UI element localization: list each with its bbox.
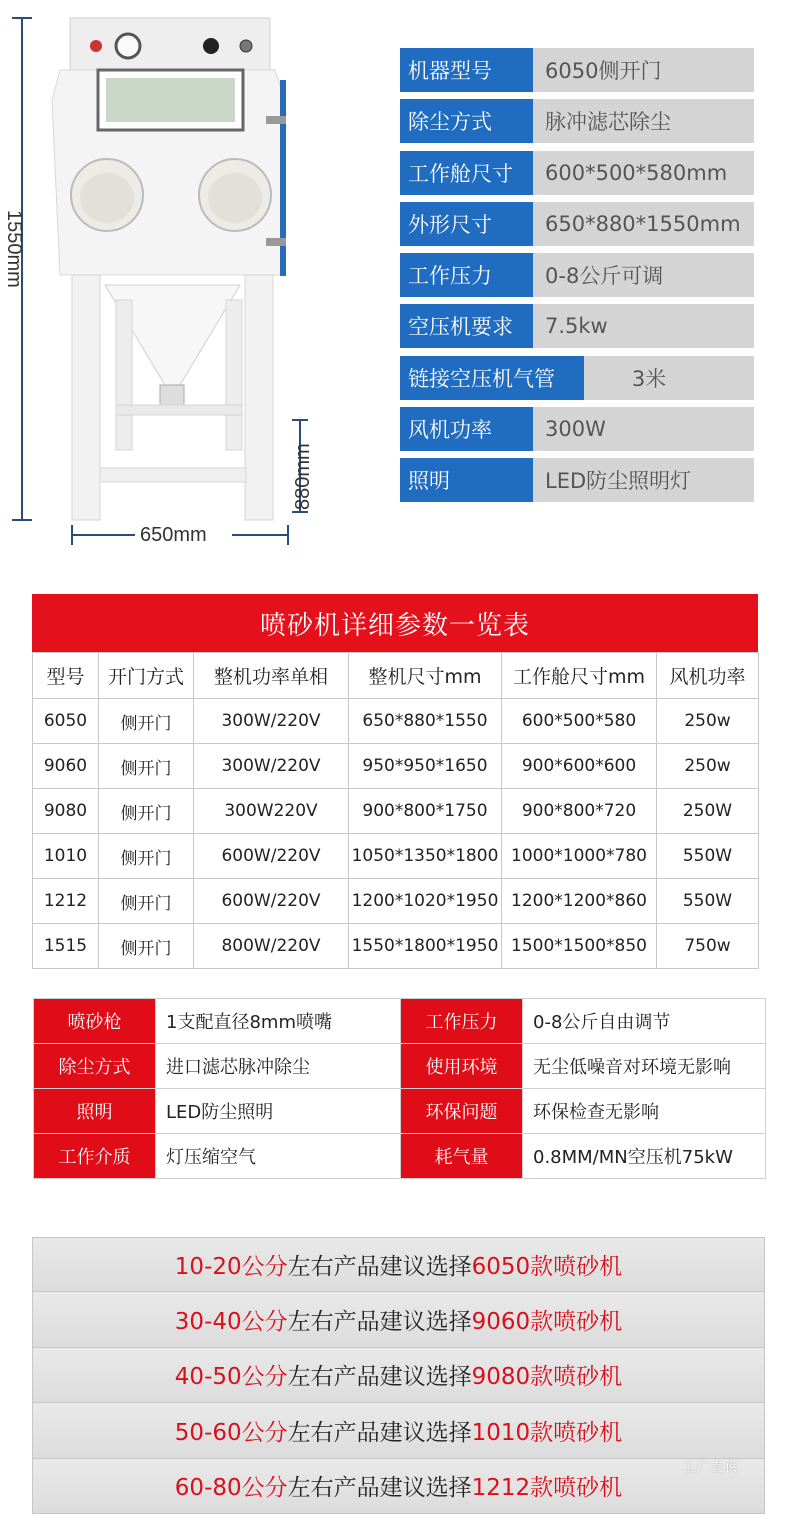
cell-chamber-size: 900*800*720 bbox=[502, 789, 657, 834]
cell-fan-power: 250W bbox=[657, 789, 759, 834]
door-latch-bottom bbox=[266, 238, 286, 246]
feature-value: 环保检查无影响 bbox=[523, 1089, 766, 1134]
feature-value: 0.8MM/MN空压机75kW bbox=[523, 1134, 766, 1179]
cell-overall-size: 900*800*1750 bbox=[349, 789, 502, 834]
reco-middle-text: 左右产品建议选择 bbox=[287, 1475, 472, 1502]
spec-value: LED防尘照明灯 bbox=[545, 469, 692, 494]
spec-value: 脉冲滤芯除尘 bbox=[545, 110, 671, 135]
spec-row-compressor bbox=[400, 304, 754, 348]
feature-key: 工作压力 bbox=[401, 999, 523, 1044]
spec-key: 工作舱尺寸 bbox=[400, 151, 533, 195]
feature-row bbox=[34, 999, 766, 1044]
reco-size-range: 40-50公分 bbox=[174, 1364, 288, 1391]
feature-key: 耗气量 bbox=[401, 1134, 523, 1179]
feature-row bbox=[34, 1134, 766, 1179]
spec-key: 空压机要求 bbox=[400, 304, 533, 348]
table-row bbox=[33, 834, 759, 879]
machine-illustration bbox=[0, 0, 380, 560]
feature-value: LED防尘照明 bbox=[156, 1089, 401, 1134]
cell-power: 600W/220V bbox=[194, 834, 349, 879]
header-overall-size: 整机尺寸mm bbox=[349, 653, 502, 699]
leg-height-label: 880mm bbox=[292, 443, 314, 510]
param-table bbox=[32, 652, 759, 969]
table-row bbox=[33, 789, 759, 834]
reco-model: 1010款喷砂机 bbox=[471, 1419, 623, 1446]
spec-key: 风机功率 bbox=[400, 407, 533, 451]
cell-power: 600W/220V bbox=[194, 879, 349, 924]
reco-middle-text: 左右产品建议选择 bbox=[287, 1419, 472, 1446]
cell-door-type: 侧开门 bbox=[99, 699, 194, 744]
cell-power: 300W/220V bbox=[194, 699, 349, 744]
reco-model: 9080款喷砂机 bbox=[471, 1364, 623, 1391]
power-indicator-icon bbox=[90, 40, 102, 52]
reco-size-range: 30-40公分 bbox=[174, 1309, 288, 1336]
cell-overall-size: 1550*1800*1950 bbox=[349, 924, 502, 969]
header-door-type: 开门方式 bbox=[99, 653, 194, 699]
cell-door-type: 侧开门 bbox=[99, 834, 194, 879]
leg-front-left bbox=[72, 275, 100, 520]
feature-grid bbox=[33, 998, 766, 1179]
cell-door-type: 侧开门 bbox=[99, 924, 194, 969]
feature-value: 1支配直径8mm喷嘴 bbox=[156, 999, 401, 1044]
switch-knob-icon bbox=[203, 38, 219, 54]
glove-left bbox=[80, 173, 134, 223]
spec-value: 650*880*1550mm bbox=[545, 211, 741, 236]
cell-power: 800W/220V bbox=[194, 924, 349, 969]
hopper-outlet bbox=[160, 385, 184, 407]
cell-door-type: 侧开门 bbox=[99, 879, 194, 924]
param-table-section bbox=[32, 594, 758, 969]
cell-overall-size: 1050*1350*1800 bbox=[349, 834, 502, 879]
cell-chamber-size: 1500*1500*850 bbox=[502, 924, 657, 969]
feature-key: 工作介质 bbox=[34, 1134, 156, 1179]
table-header-row bbox=[33, 653, 759, 699]
spec-row-chamber-size bbox=[400, 151, 754, 195]
feature-row bbox=[34, 1089, 766, 1134]
recommendation-list bbox=[32, 1237, 765, 1514]
table-row bbox=[33, 924, 759, 969]
side-door-edge bbox=[280, 80, 286, 276]
feature-row bbox=[34, 1044, 766, 1089]
cell-model: 9060 bbox=[33, 744, 99, 789]
reco-middle-text: 左右产品建议选择 bbox=[287, 1309, 472, 1336]
reco-size-range: 60-80公分 bbox=[174, 1475, 288, 1502]
reco-size-range: 50-60公分 bbox=[174, 1419, 288, 1446]
spec-row-dust-removal bbox=[400, 99, 754, 143]
cell-model: 1212 bbox=[33, 879, 99, 924]
spec-key: 链接空压机气管 bbox=[400, 356, 584, 400]
cell-model: 9080 bbox=[33, 789, 99, 834]
reco-model: 6050款喷砂机 bbox=[471, 1254, 623, 1281]
cell-chamber-size: 900*600*600 bbox=[502, 744, 657, 789]
viewing-window-glass bbox=[106, 78, 235, 122]
feature-value: 进口滤芯脉冲除尘 bbox=[156, 1044, 401, 1089]
feature-key: 除尘方式 bbox=[34, 1044, 156, 1089]
recommendation-item bbox=[32, 1403, 765, 1458]
spec-value: 0-8公斤可调 bbox=[545, 264, 664, 289]
reco-model: 1212款喷砂机 bbox=[471, 1475, 623, 1502]
param-table-title: 喷砂机详细参数一览表 bbox=[32, 594, 758, 652]
feature-key: 环保问题 bbox=[401, 1089, 523, 1134]
leg-front-right bbox=[245, 275, 273, 520]
spec-row-lighting bbox=[400, 458, 754, 502]
feature-key: 喷砂枪 bbox=[34, 999, 156, 1044]
cell-fan-power: 550W bbox=[657, 834, 759, 879]
feature-key: 照明 bbox=[34, 1089, 156, 1134]
cell-overall-size: 1200*1020*1950 bbox=[349, 879, 502, 924]
spec-row-pressure bbox=[400, 253, 754, 297]
feature-key: 使用环境 bbox=[401, 1044, 523, 1089]
feature-value: 灯压缩空气 bbox=[156, 1134, 401, 1179]
cell-fan-power: 250w bbox=[657, 699, 759, 744]
glove-right bbox=[208, 173, 262, 223]
leg-back-right bbox=[226, 300, 242, 450]
table-row bbox=[33, 699, 759, 744]
spec-key: 照明 bbox=[400, 458, 533, 502]
cell-overall-size: 650*880*1550 bbox=[349, 699, 502, 744]
feature-value: 无尘低噪音对环境无影响 bbox=[523, 1044, 766, 1089]
reco-middle-text: 左右产品建议选择 bbox=[287, 1254, 472, 1281]
spec-key: 工作压力 bbox=[400, 253, 533, 297]
spec-value: 7.5kw bbox=[545, 314, 608, 339]
cell-fan-power: 250w bbox=[657, 744, 759, 789]
height-label: 1550mm bbox=[3, 210, 25, 288]
cell-model: 1515 bbox=[33, 924, 99, 969]
door-latch-top bbox=[266, 116, 286, 124]
cell-power: 300W220V bbox=[194, 789, 349, 834]
reco-size-range: 10-20公分 bbox=[174, 1254, 288, 1281]
reco-middle-text: 左右产品建议选择 bbox=[287, 1364, 472, 1391]
spec-list bbox=[400, 48, 754, 510]
spec-value: 3米 bbox=[631, 366, 667, 391]
recommendation-item bbox=[32, 1292, 765, 1347]
feature-value: 0-8公斤自由调节 bbox=[523, 999, 766, 1044]
spec-key: 除尘方式 bbox=[400, 99, 533, 143]
spec-key: 机器型号 bbox=[400, 48, 533, 92]
spec-row-outer-size bbox=[400, 202, 754, 246]
watermark: 工厂直供 bbox=[683, 1460, 740, 1474]
spec-value: 300W bbox=[545, 417, 606, 442]
spec-row-fan-power bbox=[400, 407, 754, 451]
brace-lower bbox=[100, 468, 246, 482]
spec-row-model bbox=[400, 48, 754, 92]
spec-key: 外形尺寸 bbox=[400, 202, 533, 246]
brace-upper bbox=[116, 405, 242, 415]
recommendation-item bbox=[32, 1348, 765, 1403]
cell-fan-power: 550W bbox=[657, 879, 759, 924]
cell-fan-power: 750w bbox=[657, 924, 759, 969]
cell-overall-size: 950*950*1650 bbox=[349, 744, 502, 789]
spec-value: 6050侧开门 bbox=[545, 59, 662, 83]
header-chamber-size: 工作舱尺寸mm bbox=[502, 653, 657, 699]
cell-chamber-size: 1000*1000*780 bbox=[502, 834, 657, 879]
spec-row-air-hose bbox=[400, 356, 754, 400]
cell-door-type: 侧开门 bbox=[99, 789, 194, 834]
table-row bbox=[33, 744, 759, 789]
spec-value: 600*500*580mm bbox=[545, 160, 728, 185]
pressure-gauge-icon bbox=[116, 34, 140, 58]
table-row bbox=[33, 879, 759, 924]
header-fan-power: 风机功率 bbox=[657, 653, 759, 699]
header-power: 整机功率单相 bbox=[194, 653, 349, 699]
cell-chamber-size: 1200*1200*860 bbox=[502, 879, 657, 924]
air-connector-icon bbox=[240, 40, 252, 52]
recommendation-item bbox=[32, 1237, 765, 1292]
cell-door-type: 侧开门 bbox=[99, 744, 194, 789]
cell-model: 1010 bbox=[33, 834, 99, 879]
reco-model: 9060款喷砂机 bbox=[471, 1309, 623, 1336]
recommendation-item bbox=[32, 1459, 765, 1514]
width-label: 650mm bbox=[140, 524, 207, 546]
leg-back-left bbox=[116, 300, 132, 450]
cell-chamber-size: 600*500*580 bbox=[502, 699, 657, 744]
cell-power: 300W/220V bbox=[194, 744, 349, 789]
cell-model: 6050 bbox=[33, 699, 99, 744]
header-model: 型号 bbox=[33, 653, 99, 699]
